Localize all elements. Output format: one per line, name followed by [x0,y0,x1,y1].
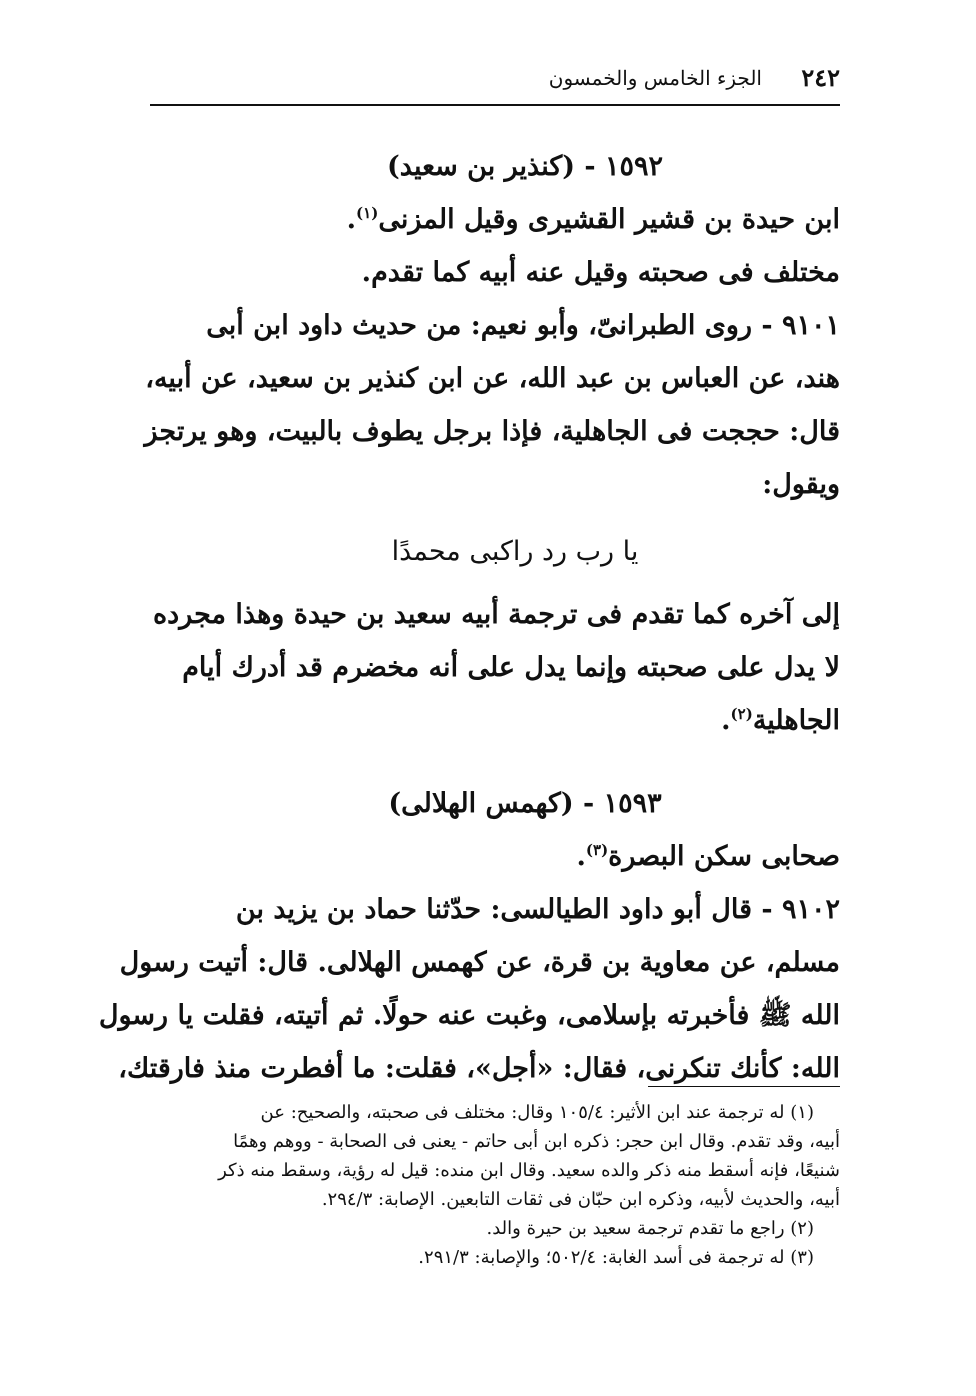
page-number: ٢٤٢ [801,63,840,92]
hadith-line: هند، عن العباس بن عبد الله، عن ابن كنذير بن سعيد، عن أبيه، [145,363,840,394]
text-line-content: صحابى سكن البصرة [608,841,840,872]
part-title: الجزء الخامس والخمسون [548,66,762,90]
hadith-line: قال: حججت فى الجاهلية، فإذا برجل يطوف بالبيت، وهو يرتجز [144,416,840,447]
footnote-line: (٣) له ترجمة فى أسد الغابة: ٥٠٢/٤؛ والإصابة: ٢٩١/٣. [418,1247,814,1268]
entry-heading: ١٥٩٢ - (كنذير بن سعيد) [387,151,663,182]
text-line: إلى آخره كما تقدم فى ترجمة أبيه سعيد بن حيدة وهذا مجرده [153,599,840,630]
hadith-line: ٩١٠٢ - قال أبو داود الطيالسى: حدّثنا حماد بن يزيد بن [235,894,840,925]
section-gap [150,747,840,777]
footnote-rule [648,1086,840,1087]
footnote-marker: (١) [356,204,379,222]
hadith-line: الله: كأنك تنكرنى، فقال: «أجل»، فقلت: ما أفطرت منذ فارقتك، [118,1053,840,1084]
footnote-marker: (٣) [585,841,609,859]
header-rule [150,104,840,106]
footnote-line: (٢) راجع ما تقدم ترجمة سعيد بن حيرة والد. [486,1218,814,1239]
main-text [98,140,840,1095]
footnote-marker: (٢) [730,705,753,723]
hadith-line: الله ﷺ فأخبرته بإسلامى، وغبت عنه حولًا. ثم أتيته، فقلت يا رسول [98,1000,840,1031]
footnote-line: (١) له ترجمة عند ابن الأثير: ١٠٥/٤ وقال: مختلف فى صحبته، والصحيح: عن [260,1102,814,1123]
text-line: لا يدل على صحبته وإنما يدل على أنه مخضرم قد أدرك أيام [182,652,840,683]
footnote-line: شنيعًا، فإنه أسقط منه ذكر والده سعيد. وقال ابن منده: قيل له رؤية، وسقط منه ذكر [218,1160,840,1181]
verse-line: يا رب رد راكبى محمدًا [391,536,639,567]
hadith-line: ٩١٠١ - روى الطبرانىّ، وأبو نعيم: من حديث داود ابن أبى [206,310,840,341]
running-header [150,62,840,102]
hadith-line: ويقول: [762,469,840,500]
footnotes [150,1098,840,1272]
footnote-line: أبيه، والحديث لأبيه، وذكره ابن حبّان فى ثقات التابعين. الإصابة: ٢٩٤/٣. [321,1189,840,1210]
entry-heading: ١٥٩٣ - (كهمس الهلالى) [388,788,662,819]
text-line: مختلف فى صحبته وقيل عنه أبيه كما تقدم. [361,257,840,288]
text-line: الجاهلية$^{(٢)}$. [721,705,840,736]
text-line-content: ابن حيدة بن قشير القشيرى وقيل المزنى [378,204,840,235]
text-line-content: الجاهلية [752,705,840,736]
hadith-line: مسلم، عن معاوية بن قرة، عن كهمس الهلالى. قال: أتيت رسول [119,947,840,978]
text-line: صحابى سكن البصرة$^{(٣)}$. [576,841,840,872]
text-line: ابن حيدة بن قشير القشيرى وقيل المزنى$^{(١)}$. [346,204,840,235]
footnote-line: أبيه، وقد تقدم. وقال ابن حجر: ذكره ابن أبى حاتم - يعنى فى الصحابة - ووهم وهمًا [233,1131,840,1152]
